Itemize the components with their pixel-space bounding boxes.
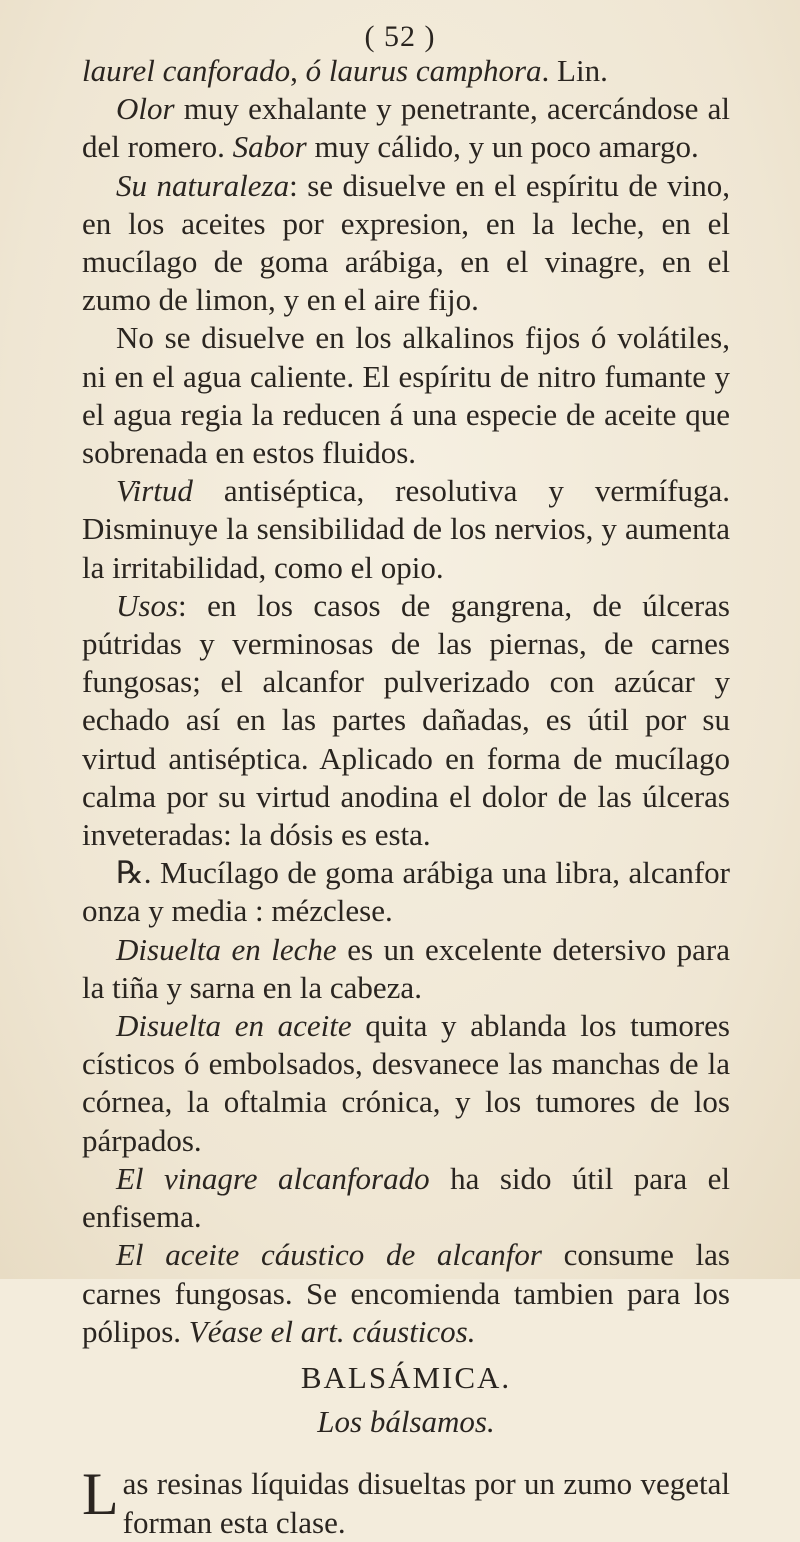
- text-run: . Lin.: [541, 53, 608, 88]
- paragraph-olor: [82, 90, 730, 166]
- text-run: antiséptica, resolutiva y vermífuga. Disminuye la sensibilidad de los nervios, y aumenta la irritabilidad, como el opio.: [82, 473, 730, 585]
- italic-term: ó laurus camphora: [305, 53, 542, 88]
- text-run: muy exhalante y penetrante, acercándose al del romero.: [82, 91, 730, 165]
- drop-cap: L: [82, 1461, 119, 1528]
- section-subheading: Los bálsamos.: [317, 1404, 495, 1440]
- text-run: No se disuelve en los alkalinos fijos ó volátiles, ni en el agua caliente. El espíritu de nitro fumante y el agua regia la reducen á una especie de aceite que sobrenada en estos fluidos.: [82, 320, 730, 471]
- text-run: as resinas líquidas disueltas por un zumo vegetal forman esta clase.: [122, 1466, 730, 1540]
- text-run: : en los casos de gangrena, de úlceras pútridas y verminosas de las piernas, de carnes fungosas; el alcanfor pulverizado con azúcar y echado así en las partes dañadas, es útil por su virtud antiséptica. Aplicado en forma de mucílago calma por su virtud anodina el dolor de las úlceras inveteradas: la dósis es esta.: [82, 587, 730, 853]
- italic-term: Sabor: [232, 129, 307, 165]
- italic-term: Disuelta en leche: [116, 931, 337, 967]
- paragraph-no-se-disuelve: [82, 319, 730, 472]
- page-number: ( 52 ): [364, 20, 436, 53]
- cross-reference: Véase el art. cáusticos.: [188, 1313, 476, 1349]
- paragraph-virtud: [82, 472, 730, 587]
- text-run: : se disuelve en el espíritu de vino, en los aceites por expresion, en la leche, en el mucílago de goma arábiga, en el vinagre, en el zumo de limon, y en el aire fijo.: [82, 167, 730, 318]
- italic-term: El vinagre alcanforado: [116, 1160, 430, 1196]
- text-run: es un excelente detersivo para la tiña y sarna en la cabeza.: [82, 931, 730, 1005]
- paragraph-recipe: [82, 854, 730, 930]
- paragraph-title-line: [82, 52, 730, 90]
- paragraph-balsamos: [82, 1461, 730, 1541]
- text-run: quita y ablanda los tumores císticos ó embolsados, desvanece las manchas de la córnea, la oftalmia crónica, y los tumores de los párpados.: [82, 1008, 730, 1158]
- paragraph-usos: [82, 587, 730, 854]
- italic-term: Usos: [116, 587, 179, 623]
- paragraph-vinagre: [82, 1160, 730, 1236]
- section-heading: BALSÁMICA.: [300, 1359, 512, 1395]
- italic-term: laurel canforado: [82, 53, 291, 88]
- italic-term: Su naturaleza: [116, 167, 290, 203]
- text-run: ℞. Mucílago de goma arábiga una libra, alcanfor onza y media : mézclese.: [82, 855, 730, 929]
- italic-term: Olor: [116, 91, 175, 127]
- paragraph-aceite-caustico: [82, 1236, 730, 1351]
- text-run: ha sido útil para el enfisema.: [82, 1160, 730, 1235]
- text-run: consume las carnes fungosas. Se encomienda tambien para los pólipos.: [82, 1237, 730, 1349]
- text-run: ,: [290, 53, 306, 88]
- body-text: [82, 52, 730, 1542]
- paragraph-naturaleza: [82, 167, 730, 320]
- italic-term: El aceite cáustico de alcanfor: [116, 1237, 542, 1273]
- italic-term: Virtud: [116, 473, 193, 509]
- italic-term: Disuelta en aceite: [116, 1008, 352, 1044]
- text-run: muy cálido, y un poco amargo.: [306, 129, 699, 165]
- paragraph-disuelta-aceite: [82, 1007, 730, 1160]
- paragraph-disuelta-leche: [82, 931, 730, 1007]
